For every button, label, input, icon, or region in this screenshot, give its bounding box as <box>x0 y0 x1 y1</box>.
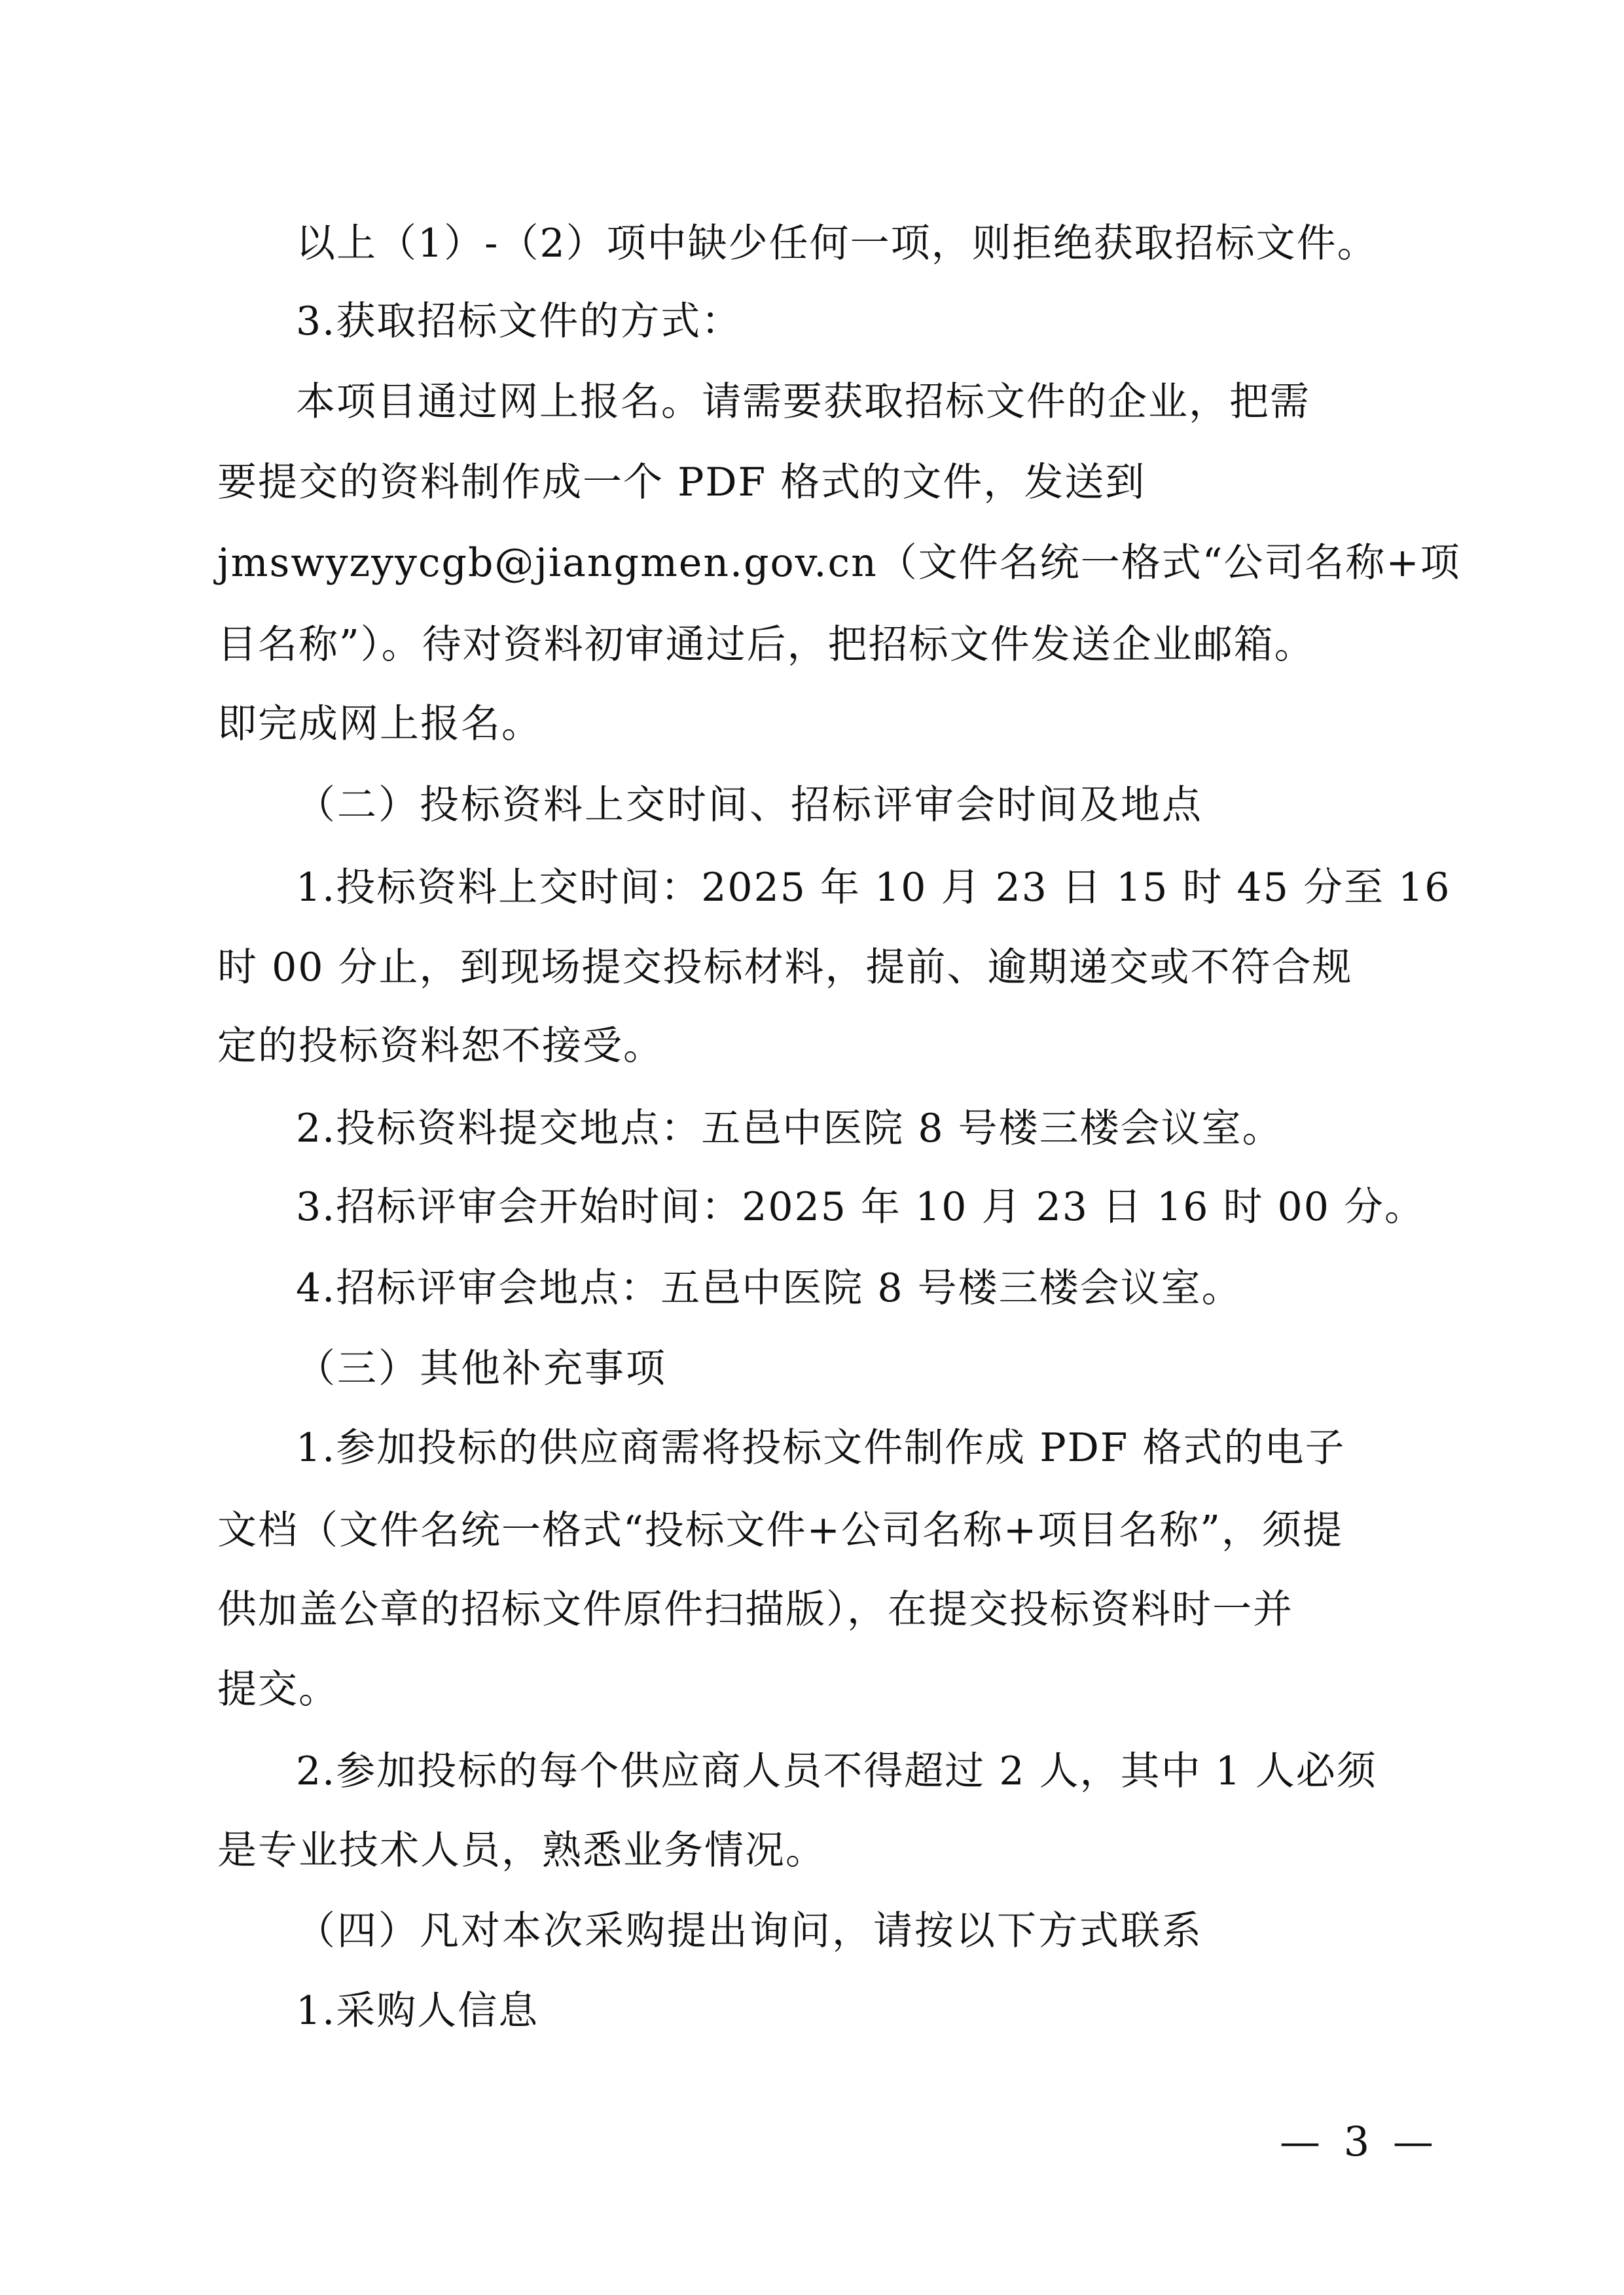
section-heading-2: （二）投标资料上交时间、招标评审会时间及地点 <box>296 782 1203 828</box>
paragraph-line-7: 即完成网上报名。 <box>217 701 542 747</box>
paragraph-line-6: 目名称”）。待对资料初审通过后，把招标文件发送企业邮箱。 <box>217 622 1315 668</box>
section-heading-3: （三）其他补充事项 <box>296 1346 667 1392</box>
paragraph-line-20: 2.参加投标的每个供应商人员不得超过 2 人，其中 1 人必须 <box>296 1748 1377 1794</box>
section-heading-4: （四）凡对本次采购提出询问，请按以下方式联系 <box>296 1908 1203 1954</box>
paragraph-line-13: 3.招标评审会开始时间：2025 年 10 月 23 日 16 时 00 分。 <box>296 1184 1425 1230</box>
paragraph-line-19: 提交。 <box>217 1667 339 1712</box>
paragraph-line-17: 文档（文件名统一格式“投标文件+公司名称+项目名称”，须提 <box>217 1508 1343 1553</box>
page-number: — 3 — <box>1280 2118 1439 2165</box>
paragraph-line-18: 供加盖公章的招标文件原件扫描版），在提交投标资料时一并 <box>217 1587 1293 1633</box>
paragraph-line-11: 定的投标资料恕不接受。 <box>217 1023 664 1069</box>
paragraph-line-12: 2.投标资料提交地点：五邑中医院 8 号楼三楼会议室。 <box>296 1106 1283 1151</box>
paragraph-line-10: 时 00 分止，到现场提交投标材料，提前、逾期递交或不符合规 <box>217 945 1353 990</box>
paragraph-line-1: 以上（1）-（2）项中缺少任何一项，则拒绝获取招标文件。 <box>296 221 1378 266</box>
paragraph-line-21: 是专业技术人员，熟悉业务情况。 <box>217 1828 826 1873</box>
paragraph-line-2: 3.获取招标文件的方式： <box>296 298 742 344</box>
paragraph-line-14: 4.招标评审会地点：五邑中医院 8 号楼三楼会议室。 <box>296 1265 1242 1311</box>
paragraph-line-9: 1.投标资料上交时间：2025 年 10 月 23 日 15 时 45 分至 16 <box>296 865 1451 911</box>
paragraph-line-16: 1.参加投标的供应商需将投标文件制作成 PDF 格式的电子 <box>296 1425 1346 1471</box>
paragraph-line-3: 本项目通过网上报名。请需要获取招标文件的企业，把需 <box>296 379 1310 425</box>
paragraph-line-4: 要提交的资料制作成一个 PDF 格式的文件，发送到 <box>217 460 1146 505</box>
paragraph-line-23: 1.采购人信息 <box>296 1988 539 2034</box>
paragraph-line-5: jmswyzyycgb@jiangmen.gov.cn（文件名统一格式“公司名称+项 <box>217 540 1461 586</box>
